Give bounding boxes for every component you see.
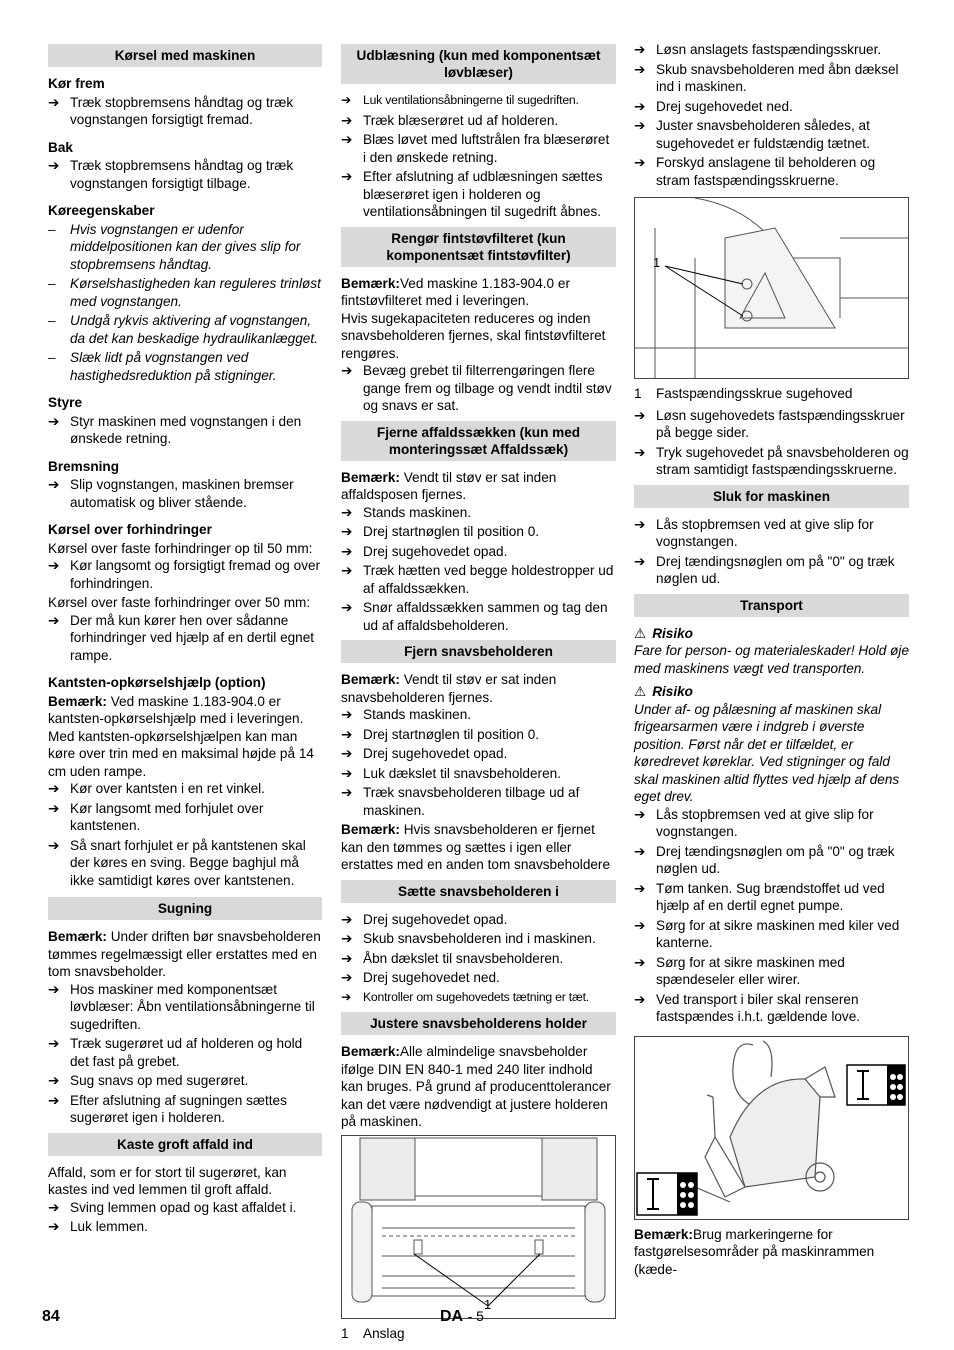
section-heading-udblaesning: Udblæsning (kun med komponentsæt løvblæser) — [341, 44, 616, 84]
column-2 — [341, 44, 616, 1346]
page-number: 84 — [42, 1308, 60, 1325]
arrow-icon: ➔ — [341, 785, 353, 800]
instruction-step: ➔ Luk dækslet til snavsbeholderen. — [341, 765, 561, 781]
arrow-icon: ➔ — [48, 558, 60, 573]
instruction-step: ➔ Træk stopbremsens håndtag og træk vognstangen forsigtigt fremad. — [48, 94, 294, 127]
risk-text: Under af- og pålæsning af maskinen skal frigearsarmen være i indgreb i øverste position. Først når det er tilfældet, er køredrevet køreklar. Ved stigninger og fald skal maskinen altid flyttes ved hjælp af dens eget drev. — [634, 701, 900, 804]
arrow-icon: ➔ — [48, 158, 60, 173]
arrow-icon: ➔ — [48, 94, 60, 110]
note: Bemærk: Ved maskine 1.183-904.0 er kantsten-opkørselshjælp med i leveringen. Med kantsten-opkørselshjælpen kan man køre over trin med en maksimal højde på 14 cm uden rampe. — [48, 693, 314, 779]
dash-bullet: – — [48, 276, 56, 291]
arrow-icon: ➔ — [48, 837, 60, 853]
dash-bullet: – — [48, 221, 56, 237]
figure-transport-machine — [634, 1036, 909, 1220]
note: Bemærk:Alle almindelige snavsbeholder ifølge DIN EN 840-1 med 240 liter indhold kan bruges. På grund af producenttolerancer kan det være nødvendigt at justere holderen på maskinen. — [341, 1044, 611, 1129]
instruction-step: ➔ Efter afslutning af sugningen sættes sugerøret igen i holderen. — [48, 1092, 287, 1125]
risk-heading: ⚠ Risiko — [634, 684, 693, 699]
column-1 — [48, 44, 322, 1238]
arrow-icon: ➔ — [341, 504, 353, 520]
arrow-icon: ➔ — [341, 950, 353, 966]
instruction-step: ➔ Efter afslutning af udblæsningen sættes blæserøret igen i holderen og ventilationsåbningen til sugedrift åbnes. — [341, 169, 603, 219]
arrow-icon: ➔ — [634, 843, 646, 859]
arrow-icon: ➔ — [341, 600, 353, 615]
instruction-step: ➔ Sørg for at sikre maskinen med spændeseler eller wirer. — [634, 954, 845, 987]
figure-callout: 1 — [484, 1296, 492, 1312]
arrow-icon: ➔ — [634, 954, 646, 970]
subheading-bremsning: Bremsning — [48, 458, 120, 474]
subheading-styre: Styre — [48, 395, 83, 410]
arrow-icon: ➔ — [341, 93, 352, 107]
risk-heading: ⚠ Risiko — [634, 625, 693, 641]
instruction-step: ➔ Åbn dækslet til snavsbeholderen. — [341, 950, 564, 966]
instruction-step: ➔ Lås stopbremsen ved at give slip for vognstangen. — [634, 516, 874, 549]
figure-fastspaendingsskrue — [634, 197, 909, 379]
note: Bemærk: Vendt til støv er sat inden snavsbeholderen fjernes. — [341, 672, 557, 705]
arrow-icon: ➔ — [341, 726, 353, 742]
section-heading-sugning: Sugning — [48, 897, 322, 920]
arrow-icon: ➔ — [634, 444, 646, 460]
arrow-icon: ➔ — [341, 989, 352, 1004]
list-item: – Kørselshastigheden kan reguleres trinløst med vognstangen. — [48, 276, 321, 309]
instruction-step: ➔ Slip vognstangen, maskinen bremser automatisk og bliver stående. — [48, 477, 294, 510]
instruction-step: ➔ Bevæg grebet til filterrengøringen flere gange frem og tilbage og vendt indtil støv og snavs er sat. — [341, 363, 612, 413]
instruction-step: ➔ Drej startnøglen til position 0. — [341, 726, 540, 742]
arrow-icon: ➔ — [48, 781, 60, 796]
arrow-icon: ➔ — [48, 1073, 60, 1088]
warning-icon: ⚠ — [634, 684, 647, 699]
list-item: – Undgå rykvis aktivering af vognstangen, da det kan beskadige hydraulikanlægget. — [48, 313, 318, 346]
instruction-step: ➔ Så snart forhjulet er på kantstenen skal der køres en sving. Begge baghjul må ikke samtidigt køres over kantstenen. — [48, 837, 306, 888]
list-item: – Hvis vognstangen er udenfor middelpositionen kan der gives slip for stopbremsens håndtag. — [48, 221, 301, 272]
arrow-icon: ➔ — [634, 516, 646, 532]
arrow-icon: ➔ — [341, 707, 353, 722]
machine-front-illustration — [342, 1136, 615, 1318]
arrow-icon: ➔ — [634, 118, 646, 133]
note: Bemærk: Vendt til støv er sat inden affaldsposen fjernes. — [341, 469, 557, 502]
instruction-step: ➔ Stands maskinen. — [341, 707, 472, 722]
column-3 — [634, 41, 909, 1278]
instruction-step: ➔ Lås stopbremsen ved at give slip for vognstangen. — [634, 806, 874, 839]
instruction-step: ➔ Træk blæserøret ud af holderen. — [341, 112, 559, 128]
note: Bemærk:Brug markeringerne for fastgørelsesområder på maskinrammen (kæde- — [634, 1226, 875, 1277]
instruction-step: ➔ Forskyd anslagene til beholderen og stram fastspændingsskruerne. — [634, 155, 876, 188]
section-heading-transport: Transport — [634, 594, 909, 617]
arrow-icon: ➔ — [48, 1219, 60, 1234]
instruction-step: ➔ Træk sugerøret ud af holderen og hold det fast på grebet. — [48, 1036, 303, 1069]
instruction-step: ➔ Drej sugehovedet ned. — [634, 98, 793, 114]
instruction-step: ➔ Drej sugehovedet ned. — [341, 970, 500, 985]
arrow-icon: ➔ — [341, 970, 353, 985]
arrow-icon: ➔ — [48, 1199, 60, 1215]
section-heading-kaste: Kaste groft affald ind — [48, 1133, 322, 1156]
arrow-icon: ➔ — [634, 407, 646, 423]
arrow-icon: ➔ — [48, 1092, 60, 1108]
warning-icon: ⚠ — [634, 625, 647, 641]
instruction-step: ➔ Sørg for at sikre maskinen med kiler ved kanterne. — [634, 917, 900, 950]
vacuum-machine-illustration — [635, 1037, 908, 1219]
figure-callout: 1 — [653, 255, 661, 270]
fastening-marker-icon — [637, 1173, 697, 1215]
arrow-icon: ➔ — [341, 563, 353, 578]
instruction-step: ➔ Styr maskinen med vognstangen i den ønskede retning. — [48, 413, 302, 446]
note: Bemærk: Hvis snavsbeholderen er fjernet kan den tømmes og sættes i igen eller erstattes med en anden tom snavsbeholdere — [341, 822, 611, 872]
instruction-step: ➔ Der må kun kører hen over sådanne forhindringer ved hjælp af en dertil egnet rampe. — [48, 612, 315, 663]
instruction-step: ➔ Drej sugehovedet opad. — [341, 911, 508, 927]
arrow-icon: ➔ — [634, 917, 646, 933]
arrow-icon: ➔ — [634, 991, 646, 1007]
instruction-step: ➔ Drej sugehovedet opad. — [341, 746, 508, 761]
instruction-step: ➔ Snør affaldssækken sammen og tag den ud af affaldsbeholderen. — [341, 600, 608, 633]
instruction-step: ➔ Skub snavsbeholderen ind i maskinen. — [341, 931, 596, 946]
arrow-icon: ➔ — [48, 800, 60, 816]
dash-bullet: – — [48, 313, 56, 328]
arrow-icon: ➔ — [634, 553, 646, 569]
fastening-marker-icon — [847, 1065, 905, 1105]
instruction-step: ➔ Drej sugehovedet opad. — [341, 543, 508, 559]
list-item: – Slæk lidt på vognstangen ved hastighedsreduktion på stigninger. — [48, 350, 277, 383]
dash-bullet: – — [48, 350, 56, 365]
instruction-step: ➔ Sug snavs op med sugerøret. — [48, 1073, 249, 1088]
note: Bemærk:Ved maskine 1.183-904.0 er fintstøvfilteret med i leveringen. — [341, 275, 570, 308]
arrow-icon: ➔ — [341, 132, 353, 147]
instruction-step: ➔ Juster snavsbeholderen således, at sugehovedet er fuldstændig tætnet. — [634, 118, 870, 151]
figure-anslag — [341, 1135, 616, 1319]
arrow-icon: ➔ — [48, 981, 60, 997]
section-heading-justere: Justere snavsbeholderens holder — [341, 1012, 616, 1035]
instruction-step: ➔ Kør langsomt og forsigtigt fremad og over forhindringen. — [48, 558, 321, 591]
arrow-icon: ➔ — [634, 806, 646, 822]
section-heading-korsel: Kørsel med maskinen — [48, 44, 322, 67]
suction-head-illustration — [635, 198, 908, 378]
arrow-icon: ➔ — [634, 880, 646, 896]
arrow-icon: ➔ — [341, 746, 353, 761]
instruction-step: ➔ Drej startnøglen til position 0. — [341, 524, 540, 539]
arrow-icon: ➔ — [48, 612, 60, 628]
instruction-step: ➔ Ved transport i biler skal renseren fastspændes i.h.t. gældende love. — [634, 991, 861, 1024]
subheading-koreegenskaber: Køreegenskaber — [48, 203, 155, 218]
section-heading-fjerne-affaldssaek: Fjerne affaldssækken (kun med monteringssæt Affaldssæk) — [341, 421, 616, 461]
instruction-step: ➔ Træk hætten ved begge holdestropper ud af affaldssækken. — [341, 563, 614, 596]
instruction-step: ➔ Drej tændingsnøglen om på "0" og træk nøglen ud. — [634, 553, 895, 586]
subheading-kor-frem: Kør frem — [48, 76, 105, 91]
instruction-step: ➔ Sving lemmen opad og kast affaldet i. — [48, 1199, 297, 1215]
section-heading-fjern-snavsbeholderen: Fjern snavsbeholderen — [341, 640, 616, 663]
instruction-step: ➔ Træk stopbremsens håndtag og træk vognstangen forsigtigt tilbage. — [48, 158, 294, 191]
arrow-icon: ➔ — [48, 477, 60, 492]
instruction-step: ➔ Luk ventilationsåbningerne til sugedriften. — [341, 92, 616, 110]
instruction-step: ➔ Stands maskinen. — [341, 504, 472, 520]
instruction-step: ➔ Træk snavsbeholderen tilbage ud af maskinen. — [341, 785, 580, 818]
subheading-bak: Bak — [48, 139, 73, 155]
instruction-step: ➔ Drej tændingsnøglen om på "0" og træk nøglen ud. — [634, 843, 895, 876]
page-footer-label: DA - 5 — [440, 1308, 484, 1325]
risk-text: Fare for person- og materialeskader! Hold øje med maskinens vægt ved transporten. — [634, 643, 910, 676]
subheading-forhindringer: Kørsel over forhindringer — [48, 522, 212, 537]
arrow-icon: ➔ — [634, 155, 646, 170]
instruction-step: ➔ Kør langsomt med forhjulet over kantstenen. — [48, 800, 264, 833]
instruction-step: ➔ Blæs løvet med luftstrålen fra blæserøret i den ønskede retning. — [341, 132, 610, 165]
paragraph: Kørsel over faste forhindringer over 50 mm: — [48, 595, 311, 610]
figure-caption: 1 Anslag — [341, 1325, 405, 1341]
arrow-icon: ➔ — [341, 112, 353, 128]
instruction-step: ➔ Løsn anslagets fastspændingsskruer. — [634, 42, 882, 57]
section-heading-rengor: Rengør fintstøvfilteret (kun komponentsæt fintstøvfilter) — [341, 227, 616, 267]
paragraph: Affald, som er for stort til sugerøret, kan kastes ind ved lemmen til groft affald. — [48, 1164, 287, 1197]
arrow-icon: ➔ — [341, 543, 353, 559]
instruction-step: ➔ Tryk sugehovedet på snavsbeholderen og stram samtidigt fastspændingsskruerne. — [634, 444, 909, 477]
instruction-step: ➔ Tøm tanken. Sug brændstoffet ud ved hjælp af en dertil egnet pumpe. — [634, 880, 885, 913]
instruction-step: ➔ Skub snavsbeholderen med åbn dæksel ind i maskinen. — [634, 61, 899, 94]
instruction-step: ➔ Hos maskiner med komponentsæt løvblæser: Åbn ventilationsåbningerne til sugedriften. — [48, 981, 315, 1032]
arrow-icon: ➔ — [634, 42, 646, 57]
arrow-icon: ➔ — [48, 413, 60, 429]
arrow-icon: ➔ — [341, 169, 353, 184]
figure-caption: 1 Fastspændingsskrue sugehoved — [634, 386, 853, 401]
subheading-kantsten: Kantsten-opkørselshjælp (option) — [48, 675, 266, 690]
instruction-step: ➔ Kør over kantsten i en ret vinkel. — [48, 781, 265, 796]
arrow-icon: ➔ — [341, 765, 353, 781]
note: Bemærk: Under driften bør snavsbeholderen tømmes regelmæssigt eller erstattes med en tom snavsbeholder. — [48, 929, 321, 979]
section-heading-saette: Sætte snavsbeholderen i — [341, 880, 616, 903]
arrow-icon: ➔ — [341, 911, 353, 927]
arrow-icon: ➔ — [634, 61, 646, 77]
paragraph: Hvis sugekapaciteten reduceres og inden snavsbeholderen fjernes, skal fintstøvfilteret rengøres. — [341, 310, 606, 361]
instruction-step: ➔ Løsn sugehovedets fastspændingsskruer på begge sider. — [634, 407, 905, 440]
section-heading-sluk: Sluk for maskinen — [634, 485, 909, 508]
arrow-icon: ➔ — [341, 363, 353, 378]
instruction-step: ➔ Luk lemmen. — [48, 1219, 148, 1234]
instruction-step: ➔ Kontroller om sugehovedets tætning er tæt. — [341, 989, 616, 1007]
arrow-icon: ➔ — [341, 524, 353, 539]
arrow-icon: ➔ — [341, 931, 353, 946]
paragraph: Kørsel over faste forhindringer op til 50 mm: — [48, 540, 313, 556]
arrow-icon: ➔ — [634, 98, 646, 114]
arrow-icon: ➔ — [48, 1036, 60, 1051]
